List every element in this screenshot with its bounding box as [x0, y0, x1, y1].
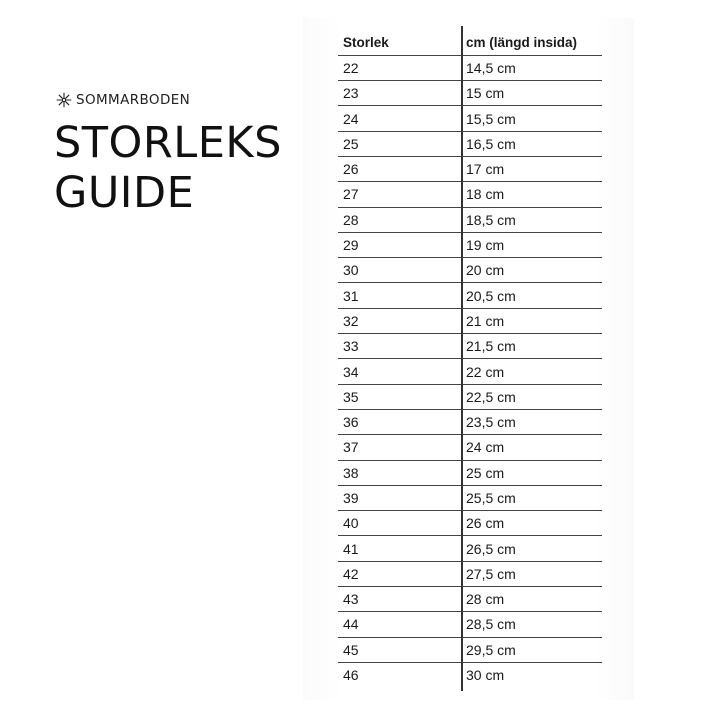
table-row — [338, 55, 602, 80]
page-title-line-1: STORLEKS — [54, 118, 282, 168]
size-cell: 24 — [338, 106, 461, 131]
table-row — [338, 384, 602, 409]
table-row — [338, 536, 602, 561]
table-header-row — [338, 30, 602, 55]
table-row — [338, 81, 602, 106]
table-row — [338, 511, 602, 536]
length-cell: 24 cm — [461, 435, 602, 460]
size-cell: 39 — [338, 485, 461, 510]
page-title-line-2: GUIDE — [54, 168, 195, 218]
sun-flower-icon — [56, 92, 72, 108]
length-cell: 22 cm — [461, 359, 602, 384]
size-cell: 28 — [338, 207, 461, 232]
length-cell: 25,5 cm — [461, 485, 602, 510]
length-cell: 23,5 cm — [461, 409, 602, 434]
length-cell: 25 cm — [461, 460, 602, 485]
table-row — [338, 232, 602, 257]
size-cell: 30 — [338, 258, 461, 283]
size-cell: 38 — [338, 460, 461, 485]
table-row — [338, 207, 602, 232]
size-cell: 35 — [338, 384, 461, 409]
length-cell: 28 cm — [461, 587, 602, 612]
table-row — [338, 106, 602, 131]
table-row — [338, 258, 602, 283]
length-cell: 28,5 cm — [461, 612, 602, 637]
length-cell: 26 cm — [461, 511, 602, 536]
size-cell: 31 — [338, 283, 461, 308]
length-cell: 18,5 cm — [461, 207, 602, 232]
size-cell: 46 — [343, 667, 359, 684]
size-cell: 43 — [338, 587, 461, 612]
size-cell: 25 — [338, 131, 461, 156]
length-cell: 15,5 cm — [461, 106, 602, 131]
length-cell: 15 cm — [461, 81, 602, 106]
size-cell: 23 — [338, 81, 461, 106]
length-cell: 21 cm — [461, 308, 602, 333]
table-row — [338, 359, 602, 384]
size-cell: 26 — [338, 156, 461, 181]
size-table-body — [338, 55, 602, 687]
column-header-size: Storlek — [338, 30, 461, 55]
table-row — [338, 561, 602, 586]
table-row — [338, 637, 602, 662]
table-row — [338, 587, 602, 612]
brand — [56, 92, 190, 108]
table-row — [338, 460, 602, 485]
size-cell: 45 — [338, 637, 461, 662]
size-cell: 29 — [338, 232, 461, 257]
length-cell: 29,5 cm — [461, 637, 602, 662]
length-cell: 26,5 cm — [461, 536, 602, 561]
table-row — [338, 662, 602, 687]
column-header-length: cm (längd insida) — [461, 30, 602, 55]
size-cell: 32 — [338, 308, 461, 333]
length-cell: 16,5 cm — [461, 131, 602, 156]
size-table — [338, 30, 602, 688]
length-cell: 21,5 cm — [461, 334, 602, 359]
size-cell: 27 — [338, 182, 461, 207]
table-row — [338, 409, 602, 434]
table-row — [338, 182, 602, 207]
size-cell: 22 — [338, 55, 461, 80]
length-cell: 14,5 cm — [461, 55, 602, 80]
length-cell: 20 cm — [461, 258, 602, 283]
size-cell: 44 — [338, 612, 461, 637]
table-row — [338, 334, 602, 359]
table-row — [338, 435, 602, 460]
length-cell: 17 cm — [461, 156, 602, 181]
table-row — [338, 485, 602, 510]
column-divider — [461, 26, 463, 691]
size-cell: 33 — [338, 334, 461, 359]
table-row — [338, 612, 602, 637]
size-cell: 40 — [338, 511, 461, 536]
length-cell: 22,5 cm — [461, 384, 602, 409]
table-row — [338, 283, 602, 308]
table-row — [338, 156, 602, 181]
size-cell: 37 — [338, 435, 461, 460]
table-row — [338, 308, 602, 333]
brand-name: SOMMARBODEN — [76, 92, 191, 108]
table-row — [338, 131, 602, 156]
size-cell: 36 — [338, 409, 461, 434]
size-cell: 34 — [338, 359, 461, 384]
length-cell: 27,5 cm — [461, 561, 602, 586]
length-cell: 19 cm — [461, 232, 602, 257]
length-cell: 18 cm — [461, 182, 602, 207]
length-cell: 20,5 cm — [461, 283, 602, 308]
size-cell: 42 — [338, 561, 461, 586]
size-cell: 41 — [338, 536, 461, 561]
length-cell: 30 cm — [466, 667, 505, 684]
page-title — [54, 118, 282, 218]
